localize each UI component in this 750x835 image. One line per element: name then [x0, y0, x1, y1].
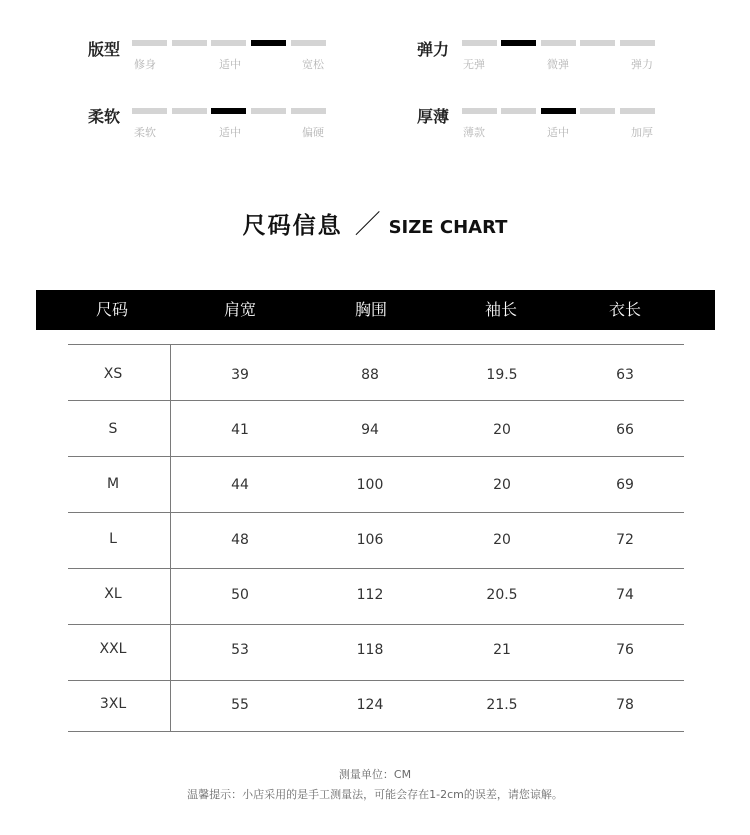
elasticity-tick-label: 微弹 [547, 58, 569, 71]
title-english: SIZE CHART [388, 217, 508, 238]
elasticity-tick-label: 无弹 [463, 58, 485, 71]
cell-shoulder: 39 [231, 367, 249, 383]
fit-label: 版型 [88, 40, 121, 59]
row-divider [68, 512, 684, 513]
cell-length: 69 [616, 477, 634, 493]
elasticity-segment-active [501, 40, 536, 46]
fit-tick-label: 宽松 [302, 58, 324, 71]
measurement-unit: 测量单位：CM [338, 768, 412, 781]
cell-length: 63 [616, 367, 634, 383]
cell-shoulder: 53 [231, 642, 249, 658]
elasticity-segment [620, 40, 655, 46]
softness-segment-active [211, 108, 246, 114]
row-divider [68, 731, 684, 732]
thickness-segment [580, 108, 615, 114]
cell-chest: 118 [356, 642, 384, 658]
cell-shoulder: 44 [231, 477, 249, 493]
cell-size: M [106, 476, 120, 492]
cell-length: 78 [616, 697, 634, 713]
row-divider [68, 400, 684, 401]
cell-size: XXL [99, 641, 127, 657]
softness-label: 柔软 [88, 107, 121, 126]
elasticity-segment [462, 40, 497, 46]
row-divider [68, 680, 684, 681]
row-divider [68, 456, 684, 457]
header-chest: 胸围 [354, 300, 387, 319]
header-sleeve: 袖长 [484, 300, 517, 319]
thickness-segment-active [541, 108, 576, 114]
cell-sleeve: 21 [493, 642, 511, 658]
cell-chest: 88 [361, 367, 379, 383]
cell-length: 76 [616, 642, 634, 658]
row-divider [68, 624, 684, 625]
softness-segment [172, 108, 207, 114]
title-chinese: 尺码信息 [242, 213, 343, 239]
title-slash: ／ [354, 210, 381, 240]
row-divider [68, 344, 684, 345]
thickness-segment [620, 108, 655, 114]
softness-tick-label: 柔软 [134, 126, 156, 139]
elasticity-segment [580, 40, 615, 46]
fit-segment [172, 40, 207, 46]
cell-chest: 112 [356, 587, 384, 603]
cell-shoulder: 55 [231, 697, 249, 713]
cell-length: 72 [616, 532, 634, 548]
softness-tick-label: 偏硬 [302, 126, 324, 139]
softness-tick-label: 适中 [219, 126, 241, 139]
fit-tick-label: 修身 [134, 58, 156, 71]
fit-segment-active [251, 40, 286, 46]
cell-length: 74 [616, 587, 634, 603]
cell-shoulder: 50 [231, 587, 249, 603]
header-length: 衣长 [608, 300, 641, 319]
cell-sleeve: 21.5 [486, 697, 518, 713]
cell-chest: 124 [356, 697, 384, 713]
elasticity-tick-label: 弹力 [631, 58, 653, 71]
thickness-tick-label: 适中 [547, 126, 569, 139]
cell-size: XL [104, 586, 122, 602]
fit-segment [132, 40, 167, 46]
cell-sleeve: 20.5 [486, 587, 518, 603]
cell-size: XS [103, 366, 123, 382]
elasticity-label: 弹力 [417, 40, 450, 59]
header-shoulder: 肩宽 [223, 300, 256, 319]
cell-size: S [108, 421, 118, 437]
elasticity-segment [541, 40, 576, 46]
thickness-segment [501, 108, 536, 114]
cell-size: 3XL [99, 696, 127, 712]
thickness-label: 厚薄 [417, 107, 450, 126]
cell-sleeve: 19.5 [486, 367, 518, 383]
disclaimer: 温馨提示：小店采用的是手工测量法，可能会存在1-2cm的误差，请您谅解。 [187, 788, 563, 801]
size-chart-title [0, 204, 750, 241]
softness-segment [251, 108, 286, 114]
thickness-tick-label: 加厚 [631, 126, 653, 139]
table-header [36, 290, 715, 330]
cell-length: 66 [616, 422, 634, 438]
cell-chest: 100 [356, 477, 384, 493]
header-size: 尺码 [95, 300, 128, 319]
cell-size: L [109, 531, 117, 547]
cell-sleeve: 20 [493, 422, 511, 438]
softness-segment [132, 108, 167, 114]
cell-shoulder: 48 [231, 532, 249, 548]
cell-chest: 106 [356, 532, 384, 548]
fit-tick-label: 适中 [219, 58, 241, 71]
softness-segment [291, 108, 326, 114]
cell-sleeve: 20 [493, 532, 511, 548]
thickness-segment [462, 108, 497, 114]
row-divider [68, 568, 684, 569]
column-divider [170, 345, 171, 732]
cell-chest: 94 [361, 422, 379, 438]
fit-segment [291, 40, 326, 46]
cell-sleeve: 20 [493, 477, 511, 493]
cell-shoulder: 41 [231, 422, 249, 438]
fit-segment [211, 40, 246, 46]
thickness-tick-label: 薄款 [463, 126, 485, 139]
